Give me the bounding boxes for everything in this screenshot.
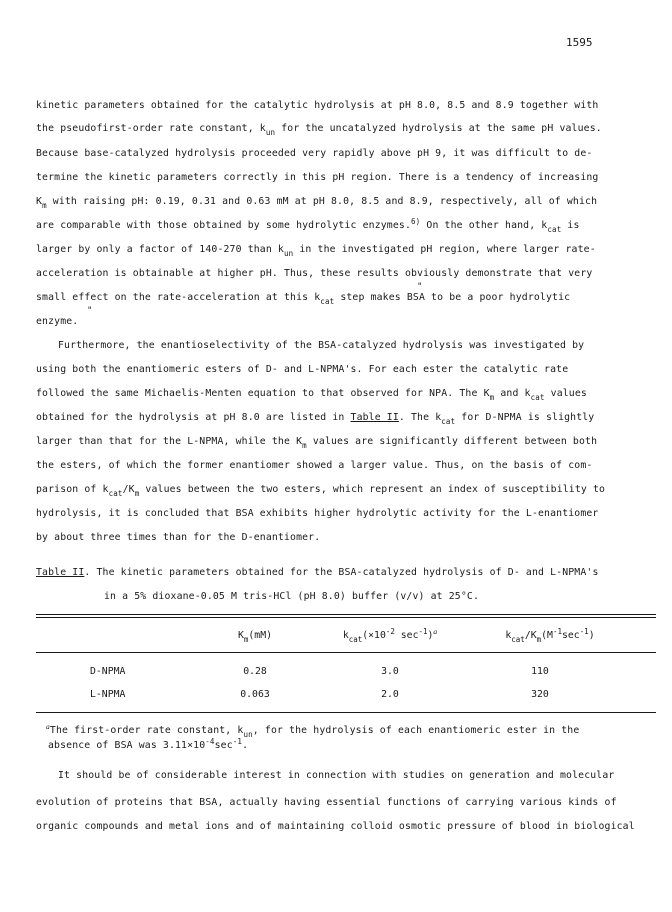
text-span: values <box>544 388 587 399</box>
text-line <box>36 217 656 234</box>
text-line <box>36 244 656 258</box>
subscript: cat <box>441 417 456 426</box>
footnote-marker: a <box>46 722 50 731</box>
header-kcat <box>315 627 465 644</box>
text-span: . The k <box>398 412 442 423</box>
subscript: cat <box>530 393 545 402</box>
subscript: cat <box>547 225 562 234</box>
superscript: -1 <box>418 627 428 636</box>
text-span: larger by only a factor of 140-270 than k <box>36 244 284 255</box>
text-line: the esters, of which the former enantiomer showed a larger value. Thus, on the basis of com- <box>36 460 593 471</box>
text-span: The first-order rate constant, k <box>49 725 244 736</box>
row-label: D-NPMA <box>90 666 126 677</box>
subscript: cat <box>320 297 335 306</box>
superscript: -4 <box>205 737 215 746</box>
cell-kcat: 3.0 <box>381 666 399 677</box>
text-span: the pseudofirst-order rate constant, k <box>36 123 266 134</box>
subscript: un <box>283 249 294 258</box>
text-line <box>36 292 656 306</box>
text-span: sec <box>394 630 419 641</box>
cell-km: 0.28 <box>243 666 267 677</box>
text-span: K <box>36 196 43 207</box>
subscript: cat <box>108 489 123 498</box>
text-span: small effect on the rate-acceleration at this k <box>36 292 321 303</box>
text-span: are comparable with those obtained by some hydrolytic enzymes. <box>36 220 411 231</box>
text-span: in the investigated pH region, where larger rate- <box>293 244 596 255</box>
text-line <box>36 484 656 498</box>
text-line: It should be of considerable interest in connection with studies on generation and molecular <box>58 770 615 781</box>
subscript: cat <box>348 635 363 644</box>
text-span: k <box>505 630 512 641</box>
cell-km: 0.063 <box>240 689 270 700</box>
citation-superscript: 6) <box>411 217 421 226</box>
text-span: (M <box>541 630 553 641</box>
text-span: with raising pH: 0.19, 0.31 and 0.63 mM at pH 8.0, 8.5 and 8.9, respectively, all of which <box>46 196 598 207</box>
text-line <box>36 123 656 137</box>
text-span: and k <box>494 388 531 399</box>
table-top-rule-double <box>36 617 656 618</box>
text-span: On the other hand, k <box>420 220 548 231</box>
superscript: -1 <box>579 627 589 636</box>
text-line: enzyme. <box>36 316 79 327</box>
text-span: . <box>242 740 249 751</box>
text-span: absence of BSA was 3.11×10 <box>48 740 206 751</box>
table-reference-link[interactable]: Table II <box>350 412 399 423</box>
text-span: larger than that for the L-NPMA, while the K <box>36 436 303 447</box>
text-line <box>36 196 656 210</box>
text-span: /K <box>122 484 135 495</box>
subscript: m <box>536 635 542 644</box>
footnote-marker: a <box>433 627 438 636</box>
text-line: Furthermore, the enantioselectivity of the BSA-catalyzed hydrolysis was investigated by <box>58 340 585 351</box>
text-line: using both the enantiomeric esters of D- and L-NPMA's. For each ester the catalytic rate <box>36 364 569 375</box>
subscript: m <box>243 635 249 644</box>
subscript: m <box>134 489 140 498</box>
table-label: Table II <box>36 567 85 578</box>
text-span: k <box>342 630 349 641</box>
text-line: by about three times than for the D-enantiomer. <box>36 532 321 543</box>
text-span: followed the same Michaelis-Menten equation to that observed for NPA. The K <box>36 388 490 399</box>
text-line: termine the kinetic parameters correctly in this pH region. There is a tendency of increasing <box>36 172 599 183</box>
table-caption <box>36 567 656 578</box>
text-span: parison of k <box>36 484 109 495</box>
subscript: un <box>243 730 253 739</box>
quote-mark: " <box>417 282 423 292</box>
text-line <box>36 412 656 426</box>
text-line: organic compounds and metal ions and of maintaining colloid osmotic pressure of blood in biological <box>36 821 635 832</box>
cell-kcat-km: 110 <box>531 666 549 677</box>
cell-kcat-km: 320 <box>531 689 549 700</box>
superscript: -1 <box>552 627 562 636</box>
table-header-rule <box>36 652 656 653</box>
subscript: un <box>265 128 276 137</box>
text-span: ) <box>427 630 434 641</box>
text-span: obtained for the hydrolysis at pH 8.0 are listed in <box>36 412 351 423</box>
text-span: values are significantly different between both <box>306 436 598 447</box>
text-span: ) <box>588 630 595 641</box>
text-span: (mM) <box>248 630 272 641</box>
subscript: m <box>489 393 495 402</box>
table-footnote <box>46 722 666 739</box>
text-span: , for the hydrolysis of each enantiomeric ester in the <box>252 725 580 736</box>
subscript: m <box>302 441 307 450</box>
text-span: step makes BSA to be a poor hydrolytic <box>334 292 571 303</box>
text-span: . The kinetic parameters obtained for the BSA-catalyzed hydrolysis of D- and L-NPMA's <box>84 567 599 578</box>
text-line: evolution of proteins that BSA, actually having essential functions of carrying various kinds of <box>36 797 617 808</box>
subscript: m <box>42 201 47 210</box>
table-footnote-line-2 <box>48 737 668 751</box>
header-kcat-km <box>485 627 615 644</box>
quote-mark: " <box>87 306 93 316</box>
text-line: acceleration is obtainable at higher pH. Thus, these results obviously demonstrate that very <box>36 268 593 279</box>
text-span: /K <box>524 630 537 641</box>
text-span: for the uncatalyzed hydrolysis at the same pH values. <box>275 123 602 134</box>
superscript: -1 <box>232 737 243 746</box>
text-span: (×10 <box>362 630 386 641</box>
text-span: is <box>561 220 580 231</box>
text-span: sec <box>561 630 580 641</box>
table-bottom-rule <box>36 712 656 713</box>
table-caption-line-2: in a 5% dioxane-0.05 M tris-HCl (pH 8.0) buffer (v/v) at 25°C. <box>104 591 479 602</box>
superscript: -2 <box>385 627 395 636</box>
text-span: values between the two esters, which represent an index of susceptibility to <box>139 484 606 495</box>
text-line: kinetic parameters obtained for the catalytic hydrolysis at pH 8.0, 8.5 and 8.9 together with <box>36 100 599 111</box>
row-label: L-NPMA <box>90 689 126 700</box>
header-km <box>205 630 305 644</box>
table-top-rule <box>36 614 656 615</box>
text-line: Because base-catalyzed hydrolysis proceeded very rapidly above pH 9, it was difficult to de- <box>36 148 593 159</box>
text-span: for D-NPMA is slightly <box>455 412 595 423</box>
text-span: sec <box>214 740 233 751</box>
cell-kcat: 2.0 <box>381 689 399 700</box>
page-number: 1595 <box>566 36 593 49</box>
text-span: K <box>237 630 244 641</box>
subscript: cat <box>511 635 525 644</box>
text-line <box>36 436 656 450</box>
text-line <box>36 388 656 402</box>
text-line: hydrolysis, it is concluded that BSA exhibits higher hydrolytic activity for the L-enantiomer <box>36 508 599 519</box>
